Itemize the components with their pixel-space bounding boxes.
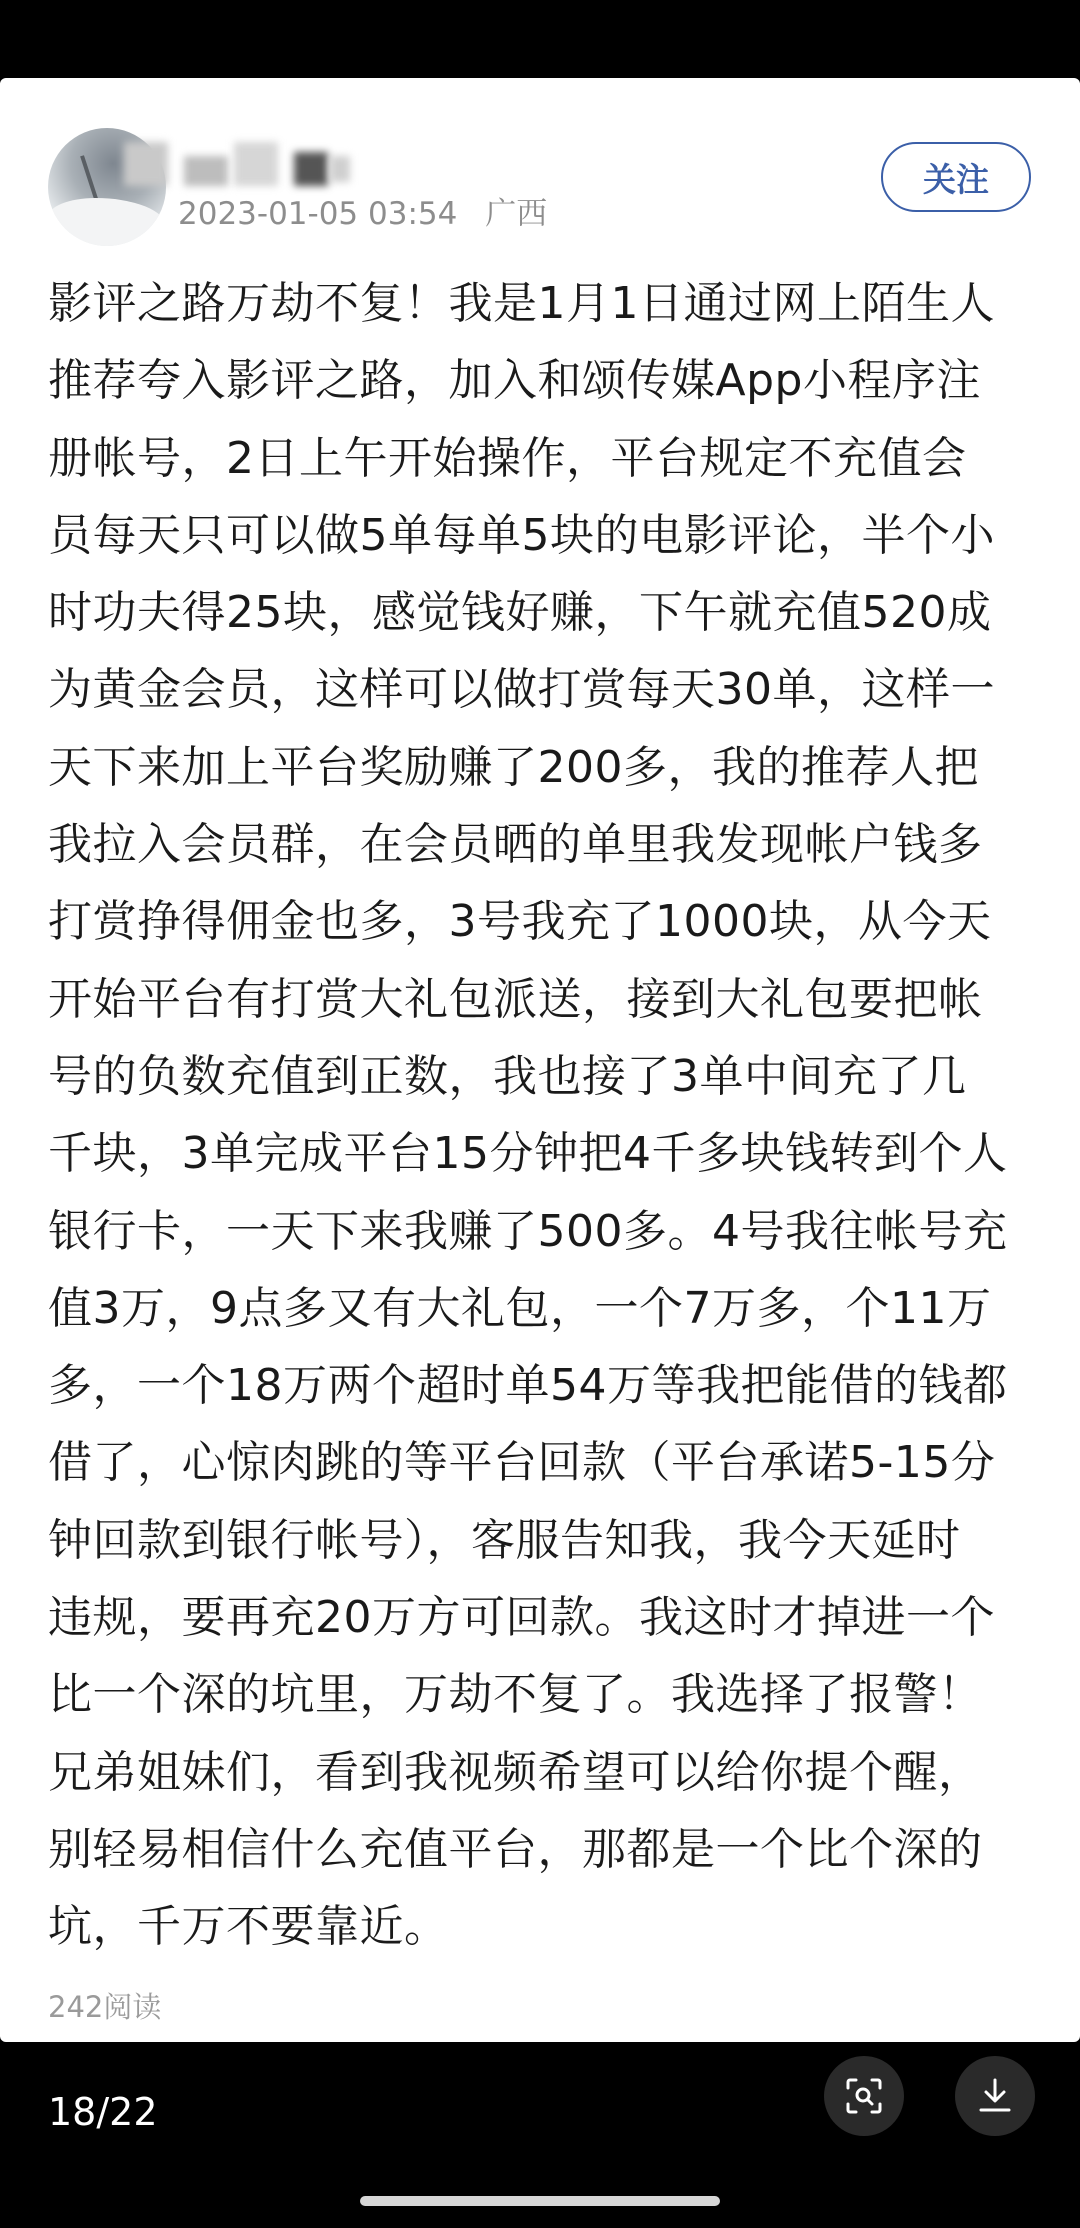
image-search-button[interactable]	[824, 2056, 904, 2136]
post-body-line: 时功夫得25块，感觉钱好赚，下午就充值520成	[48, 587, 992, 639]
post-body-line: 员每天只可以做5单每单5块的电影评论，半个小	[48, 509, 995, 561]
post-body-line: 影评之路万劫不复！我是1月1日通过网上陌生人	[48, 278, 995, 329]
viewer-toolbar	[0, 2042, 1080, 2182]
read-count: 242阅读	[48, 1990, 162, 2024]
post-body-line: 多，一个18万两个超时单54万等我把能借的钱都	[48, 1360, 1008, 1412]
post-date: 2023-01-05 03:54	[178, 196, 458, 232]
post-body-line: 钟回款到银行帐号），客服告知我，我今天延时	[48, 1514, 961, 1566]
post-body-line: 千块，3单完成平台15分钟把4千多块钱转到个人	[48, 1128, 1008, 1180]
follow-button[interactable]: 关注	[881, 142, 1031, 212]
post-body-line: 坑，千万不要靠近。	[48, 1901, 449, 1953]
post-body-line: 比一个深的坑里，万劫不复了。我选择了报警！	[48, 1669, 983, 1721]
post-body-line: 号的负数充值到正数，我也接了3单中间充了几	[48, 1050, 967, 1102]
post-body-line: 兄弟姐妹们，看到我视频希望可以给你提个醒，	[48, 1746, 983, 1798]
image-search-icon	[842, 2074, 886, 2118]
post-region: 广西	[485, 196, 548, 232]
download-button[interactable]	[955, 2056, 1035, 2136]
post-body-line: 开始平台有打赏大礼包派送，接到大礼包要把帐	[48, 973, 983, 1025]
post-meta	[178, 188, 547, 234]
download-icon	[973, 2074, 1017, 2118]
post-body-line: 值3万，9点多又有大礼包，一个7万多，个11万	[48, 1282, 992, 1334]
post-body-line: 我拉入会员群，在会员晒的单里我发现帐户钱多	[48, 819, 983, 871]
post-body-line: 为黄金会员，这样可以做打赏每天30单，这样一	[48, 664, 995, 716]
post-body-line: 银行卡，一天下来我赚了500多。4号我往帐号充	[48, 1205, 1008, 1257]
post-body-line: 打赏挣得佣金也多，3号我充了1000块，从今天	[48, 896, 992, 948]
post-body-line: 天下来加上平台奖励赚了200多，我的推荐人把	[48, 741, 979, 793]
page-indicator: 18/22	[48, 2090, 158, 2134]
post-body-line: 违规，要再充20万方可回款。我这时才掉进一个	[48, 1592, 995, 1644]
post-body-line: 借了，心惊肉跳的等平台回款（平台承诺5-15分	[48, 1437, 996, 1489]
home-indicator[interactable]	[360, 2196, 720, 2206]
post-body-line: 推荐夸入影评之路，加入和颂传媒App小程序注	[48, 355, 981, 407]
post-body	[48, 265, 1038, 1966]
post-body-line: 别轻易相信什么充值平台，那都是一个比个深的	[48, 1823, 983, 1875]
post-body-line: 册帐号，2日上午开始操作，平台规定不充值会	[48, 432, 967, 484]
post-card	[0, 78, 1080, 2042]
